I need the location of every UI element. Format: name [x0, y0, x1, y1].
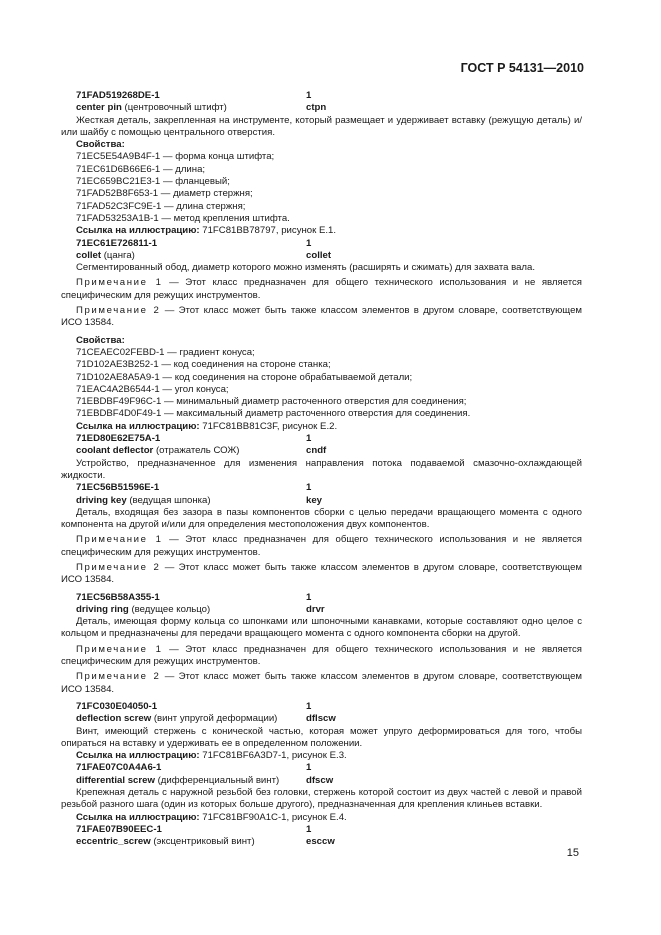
illustration-reference: Ссылка на иллюстрацию: 71FC81BB81C3F, рисунок Е.2.: [76, 420, 338, 432]
entry-number: 1: [306, 237, 312, 249]
page-number: 15: [566, 847, 579, 859]
entry-number: 1: [306, 90, 312, 101]
property-item: 71FAD53253A1B-1 — метод крепления штифта.: [76, 212, 290, 224]
entry: [61, 482, 582, 591]
note: Примечание 2 — Этот класс может быть также классом элементов в другом словаре, соответствующем ИСО 13584.: [61, 561, 583, 586]
property-item: 71D102AE8A5A9-1 — код соединения на стороне обрабатываемой детали;: [76, 371, 413, 383]
entry-term-ru: (дифференциальный винт): [157, 774, 280, 786]
entry-term: coolant deflector: [76, 445, 154, 457]
entry: [61, 238, 582, 433]
entry: [61, 762, 582, 823]
entry-id: 71FAE07C0A4A6-1: [76, 762, 162, 774]
entry-code: key: [306, 494, 323, 506]
entry-id: 71EC56B58A355-1: [76, 591, 160, 603]
entry-code: drvr: [306, 603, 325, 615]
note: Примечание 1 — Этот класс предназначен для общего технического использования и не является специфическим для режущих инструментов.: [61, 643, 582, 668]
entry-id: 71FAD519268DE-1: [76, 90, 160, 101]
entry-id: 71ED80E62E75A-1: [76, 433, 161, 445]
entry-term: driving key: [76, 494, 127, 506]
entry-definition: Устройство, предназначенное для изменения направления потока подаваемой смазочно-охлаждающей жидкости.: [61, 457, 582, 481]
entry-code: ctpn: [306, 102, 327, 114]
entry-number: 1: [306, 700, 312, 712]
entry-id: 71FC030E04050-1: [76, 700, 158, 712]
entry-definition: Винт, имеющий стержень с конической частью, которая может упруго деформироваться для того, чтобы опираться на вставку и удерживать ее в определенном положении.: [61, 725, 582, 749]
property-item: 71D102AE3B252-1 — код соединения на стороне станка;: [76, 359, 331, 371]
entry: [61, 90, 582, 238]
entry-number: 1: [306, 762, 312, 774]
property-item: 71FAD52B8F653-1 — диаметр стержня;: [76, 188, 253, 200]
entry-term: driving ring: [76, 603, 129, 615]
properties-title: Свойства:: [76, 334, 125, 346]
entry: [61, 701, 582, 762]
property-item: 71EC5E54A9B4F-1 — форма конца штифта;: [76, 151, 275, 163]
entry-id: 71FAE07B90EEC-1: [76, 823, 162, 835]
note: Примечание 1 — Этот класс предназначен для общего технического использования и не является специфическим для режущих инструментов.: [61, 277, 582, 301]
entry-term: differential screw: [76, 774, 155, 786]
entry-code: dflscw: [306, 713, 336, 725]
property-item: 71EC659BC21E3-1 — фланцевый;: [76, 176, 230, 188]
entry-definition: Сегментированный обод, диаметр которого можно изменять (расширять и сжимать) для захвата вала.: [76, 262, 536, 274]
entry-term-ru: (цанга): [103, 249, 135, 261]
properties-title: Свойства:: [76, 139, 125, 151]
property-item: 71EBDBF4D0F49-1 — максимальный диаметр расточенного отверстия для соединения.: [76, 408, 471, 420]
entry-number: 1: [306, 433, 312, 445]
entry-id: 71EC61E726811-1: [76, 237, 158, 249]
note: Примечание 2 — Этот класс может быть также классом элементов в другом словаре, соответствующем ИСО 13584.: [61, 305, 583, 329]
property-item: 71EC61D6B66E6-1 — длина;: [76, 163, 206, 175]
entry: [61, 592, 582, 701]
property-item: 71EBDBF49F96C-1 — минимальный диаметр расточенного отверстия для соединения;: [76, 396, 467, 408]
illustration-reference: Ссылка на иллюстрацию: 71FC81BB78797, рисунок Е.1.: [76, 225, 337, 237]
entry-term-ru: (центровочный штифт): [124, 102, 227, 114]
entry-term-ru: (отражатель СОЖ): [155, 445, 240, 457]
entry-term-ru: (эксцентриковый винт): [153, 836, 255, 848]
entry-code: dfscw: [306, 774, 334, 786]
entry-id: 71EC56B51596E-1: [76, 482, 160, 494]
entry-definition: Деталь, имеющая форму кольца со шпонками или шпоночными канавками, которые составляют одно целое с кольцом и предназначены для передачи вращающего момента с одного компонента сборки на другой.: [61, 616, 582, 640]
entry-term: eccentric_screw: [76, 836, 151, 848]
entry-definition: Деталь, входящая без зазора в пазы компонентов сборки с целью передачи вращающего момента с одного компонента на другой и/или для определения местоположения двух компонентов.: [61, 506, 582, 531]
note: Примечание 2 — Этот класс может быть также классом элементов в другом словаре, соответствующем ИСО 13584.: [61, 671, 583, 695]
entry-number: 1: [306, 482, 312, 494]
property-item: 71CEAEC02FEBD-1 — градиент конуса;: [76, 346, 255, 358]
entry: [61, 433, 582, 482]
entry-code: collet: [306, 249, 332, 261]
entry-term: collet: [76, 249, 102, 261]
entry-term: deflection screw: [76, 713, 152, 725]
document-body: [61, 90, 582, 849]
document-header: ГОСТ Р 54131—2010: [460, 61, 584, 75]
entry-term-ru: (винт упругой деформации): [153, 713, 278, 725]
illustration-reference: Ссылка на иллюстрацию: 71FC81BF90A1C-1, рисунок Е.4.: [76, 811, 347, 823]
entry-definition: Жесткая деталь, закрепленная на инструменте, который размещает и удерживает вставку (режущую деталь) и/или шайбу с помощью центрального отверстия.: [61, 114, 582, 138]
entry-term: center pin: [76, 102, 122, 114]
note: Примечание 1 — Этот класс предназначен для общего технического использования и не является специфическим для режущих инструментов.: [61, 534, 582, 558]
property-item: 71FAD52C3FC9E-1 — длина стержня;: [76, 200, 246, 212]
entry-term-ru: (ведущая шпонка): [129, 494, 211, 506]
entry-term-ru: (ведущее кольцо): [131, 603, 211, 615]
entry-code: esccw: [306, 836, 335, 848]
entry-number: 1: [306, 823, 312, 835]
illustration-reference: Ссылка на иллюстрацию: 71FC81BF6A3D7-1, рисунок Е.3.: [76, 750, 347, 762]
property-item: 71EAC4A2B6544-1 — угол конуса;: [76, 383, 229, 395]
entry: [61, 824, 582, 849]
entry-definition: Крепежная деталь с наружной резьбой без головки, стержень которой состоит из двух частей с левой и правой резьбой разного шага (один из которых больше другого), предназначенная для крепления клиньев вставки.: [61, 787, 582, 811]
entry-code: cndf: [306, 445, 327, 457]
entry-number: 1: [306, 591, 312, 603]
